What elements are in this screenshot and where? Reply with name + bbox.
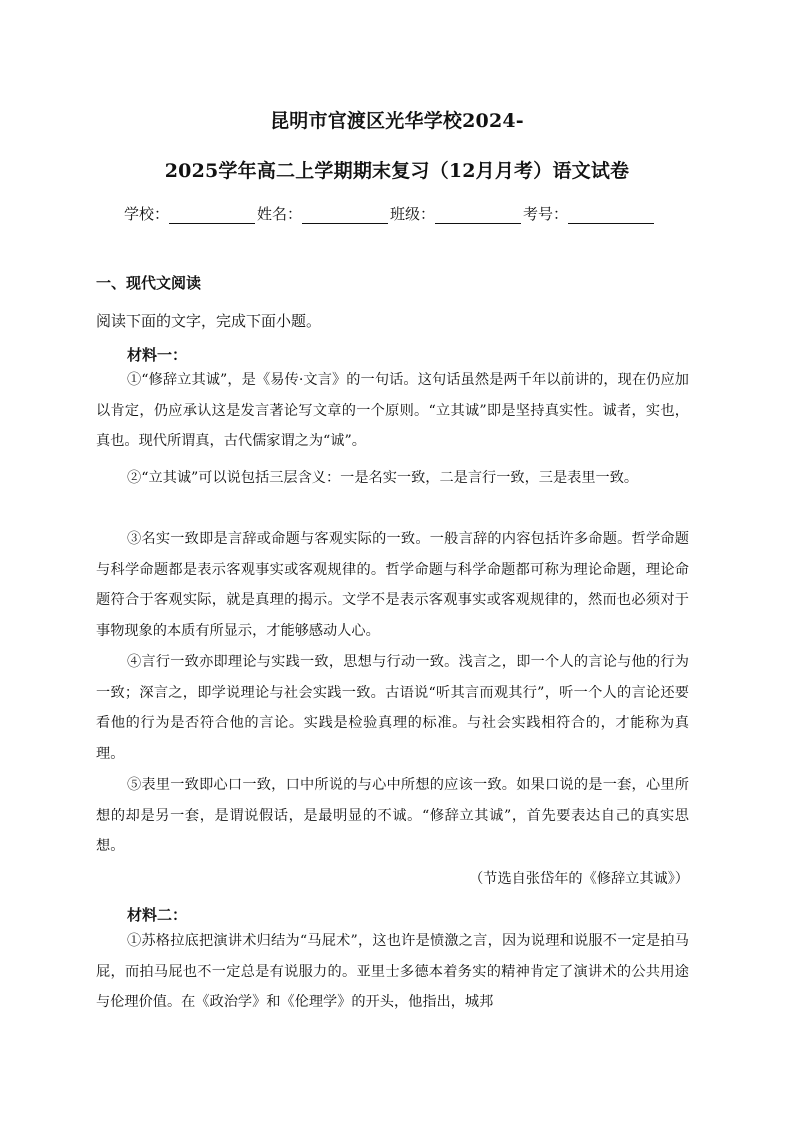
material2-label: 材料二： <box>127 906 188 924</box>
section-heading: 一、现代文阅读 <box>96 274 202 292</box>
name-blank[interactable] <box>302 207 388 224</box>
exam-no-blank[interactable] <box>568 207 654 224</box>
exam-title-line1: 昆明市官渡区光华学校2024- <box>270 110 524 132</box>
school-blank[interactable] <box>169 207 255 224</box>
class-blank[interactable] <box>435 207 521 224</box>
material1-label: 材料一： <box>127 346 188 364</box>
material2-paragraph: ①苏格拉底把演讲术归结为“马屁术”，这也许是愤激之言，因为说理和说服不一定是拍马屁，而拍马屁也不一定总是有说服力的。亚里士多德本着务实的精神肯定了演讲术的公共用途与伦理价值。在《政治学》和《伦理学》的开头，他指出，城邦 <box>96 933 689 1010</box>
material1-paragraph: ⑤表里一致即心口一致，口中所说的与心中所想的应该一致。如果口说的是一套，心里所想的却是另一套，是谓说假话，是最明显的不诚。“修辞立其诚”，首先要表达自己的真实思想。 <box>96 777 689 854</box>
name-label: 姓名： <box>257 205 303 223</box>
class-label: 班级： <box>390 205 436 223</box>
material1-source: （节选自张岱年的《修辞立其诚》） <box>469 871 689 887</box>
material1-paragraph: ③名实一致即是言辞或命题与客观实际的一致。一般言辞的内容包括许多命题。哲学命题与科学命题都是表示客观事实或客观规律的。哲学命题与科学命题都可称为理论命题，理论命题符合于客观实际，就是真理的揭示。文学不是表示客观事实或客观规律的，然而也必须对于事物现象的本质有所显示，才能够感动人心。 <box>96 531 689 639</box>
student-info-row <box>124 203 684 224</box>
reading-instruction: 阅读下面的文字，完成下面小题。 <box>96 312 322 330</box>
exam-title-line2: 2025学年高二上学期期末复习（12月月考）语文试卷 <box>164 160 630 182</box>
exam-no-label: 考号： <box>523 205 569 223</box>
material1-paragraph: ②“立其诚”可以说包括三层含义：一是名实一致，二是言行一致，三是表里一致。 <box>127 470 639 486</box>
material1-paragraph: ①“修辞立其诚”，是《易传·文言》的一句话。这句话虽然是两千年以前讲的，现在仍应加以肯定，仍应承认这是发言著论写文章的一个原则。“立其诚”即是坚持真实性。诚者，实也，真也。现代所谓真，古代儒家谓之为“诚”。 <box>96 372 689 449</box>
school-label: 学校： <box>124 205 170 223</box>
material1-paragraph: ④言行一致亦即理论与实践一致，思想与行动一致。浅言之，即一个人的言论与他的行为一致；深言之，即学说理论与社会实践一致。古语说“听其言而观其行”，听一个人的言论还要看他的行为是否符合他的言论。实践是检验真理的标准。与社会实践相符合的，才能称为真理。 <box>96 654 689 762</box>
